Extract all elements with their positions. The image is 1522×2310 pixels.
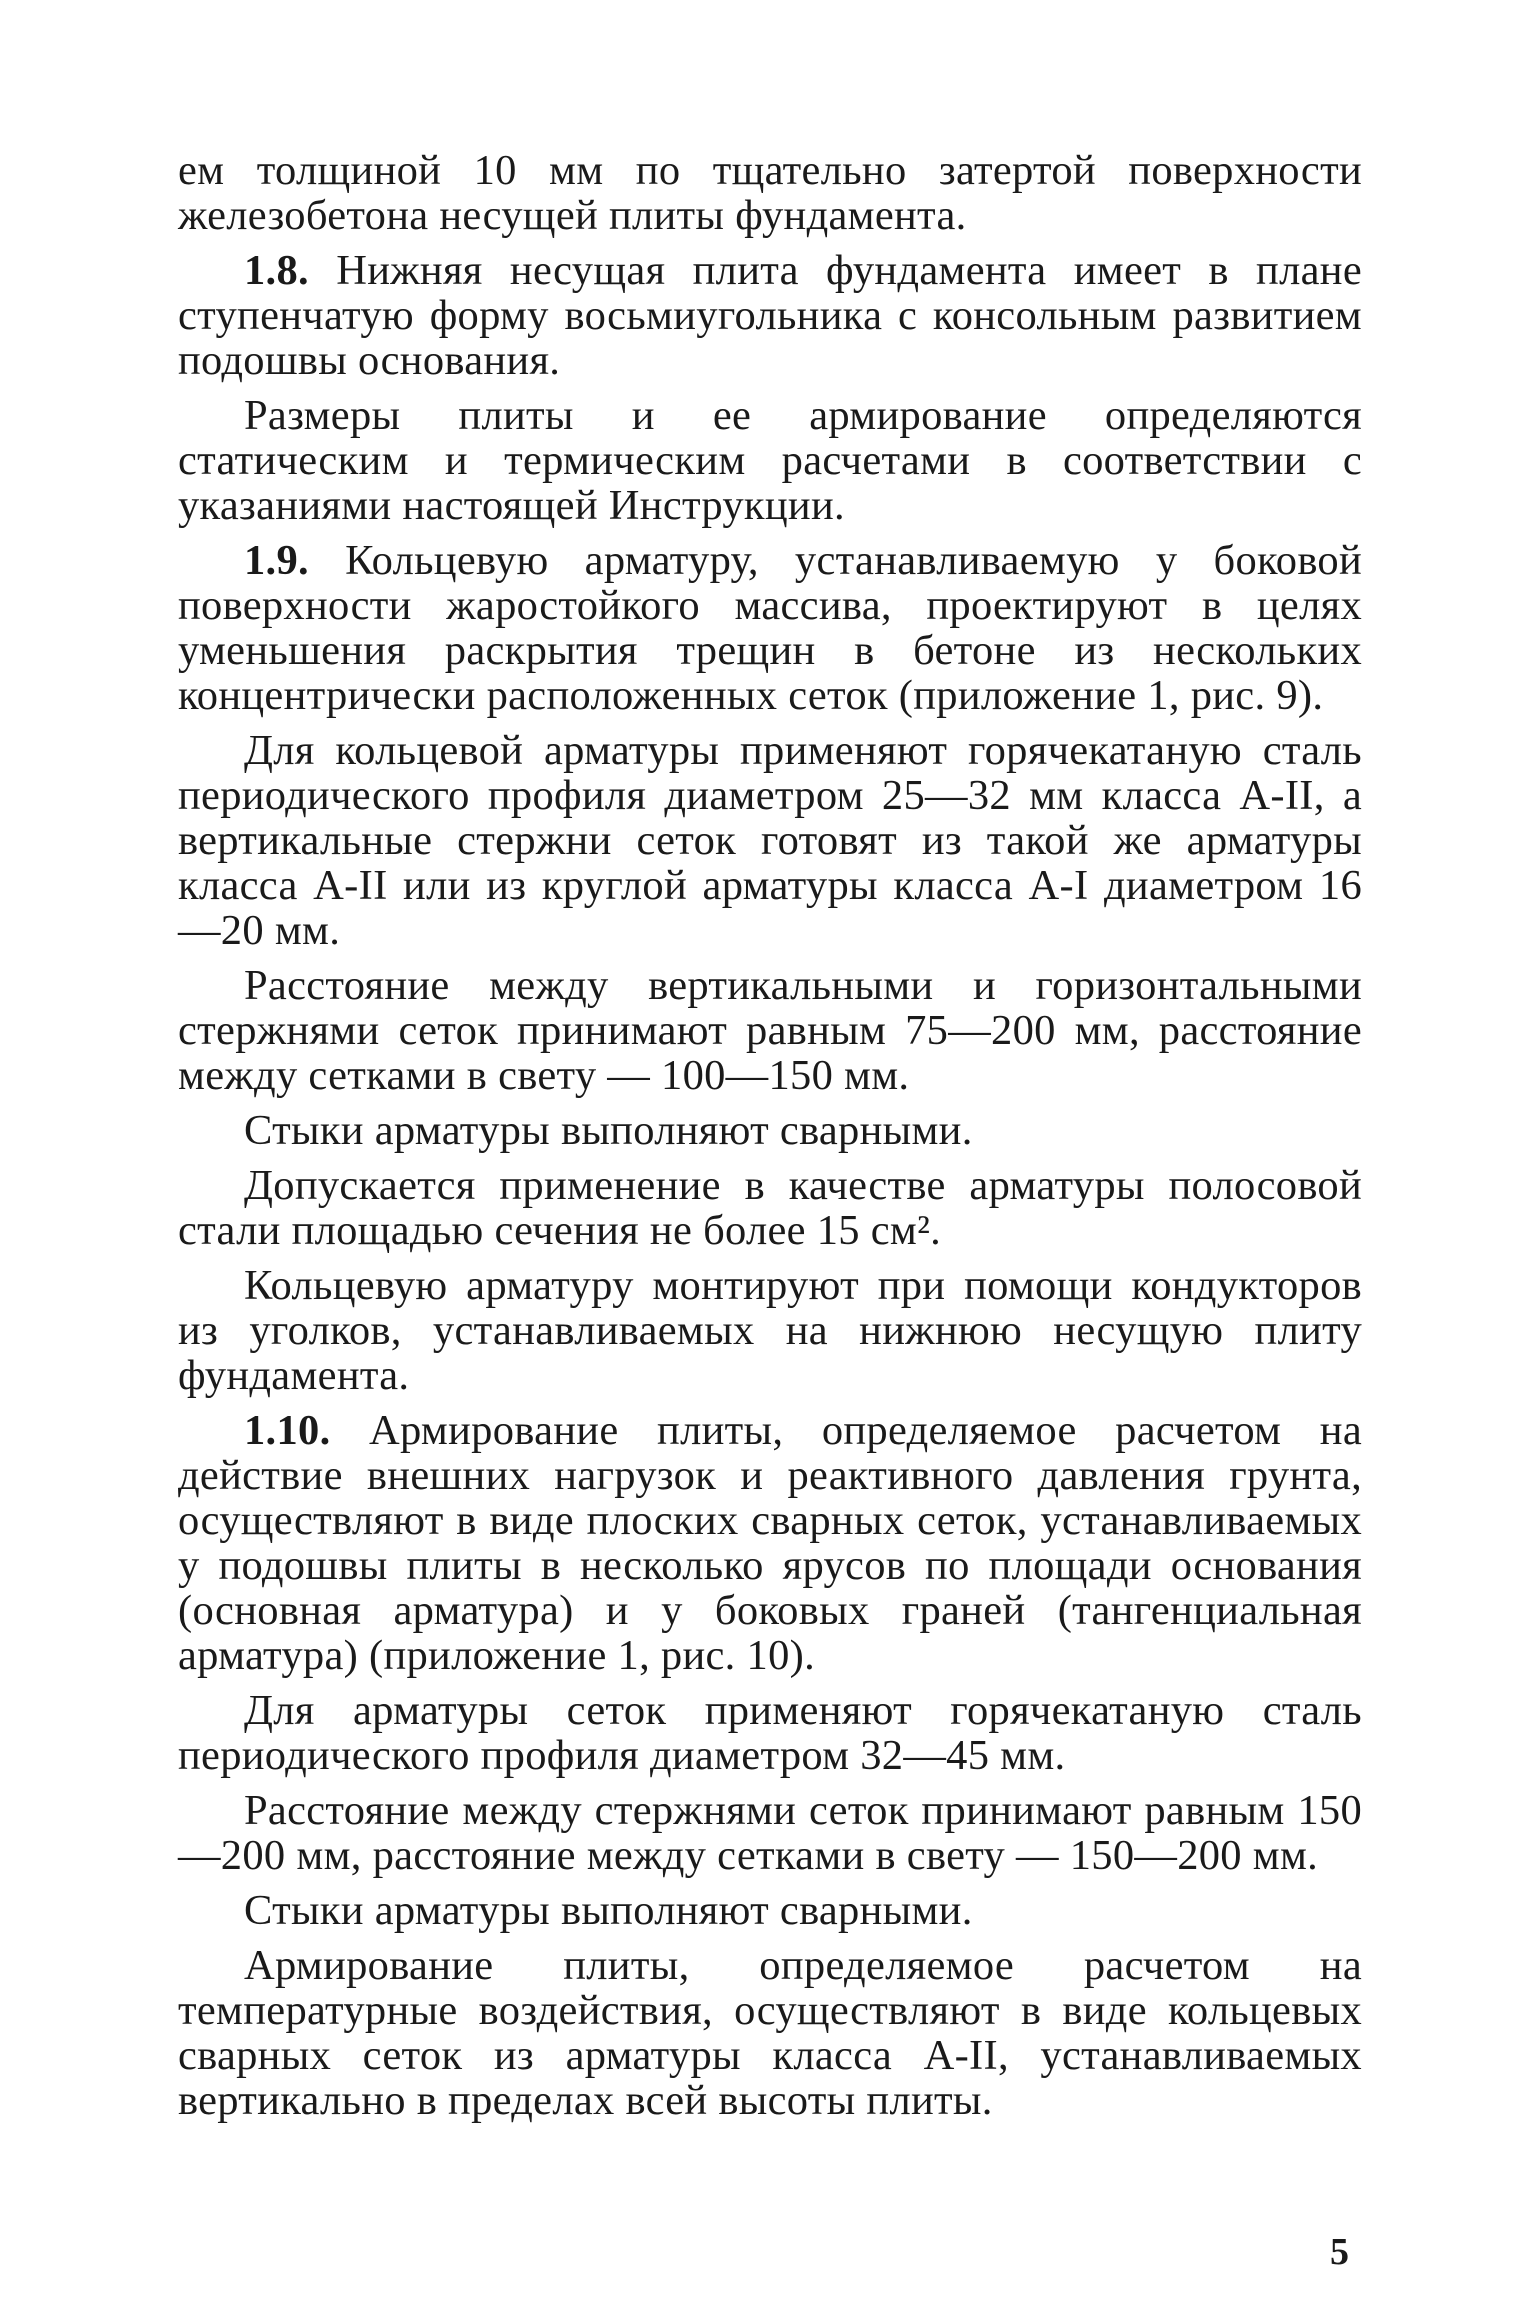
paragraph-text: Армирование плиты, определяемое расчетом на действие внешних нагрузок и реактивного давления грунта, осуществляют в виде плоских сварных сеток, устанавливаемых у подошвы плиты в несколько ярусов по площади основания (основная арматура) и у боковых граней (тангенциальная арматура) (приложение 1, рис. 10). — [178, 1407, 1362, 1679]
paragraph-text: Расстояние между стержнями сеток принимают равным 150—200 мм, расстояние между сетками в свету — 150—200 мм. — [178, 1787, 1362, 1879]
paragraph-5 — [178, 728, 1362, 953]
clause-number: 1.9. — [244, 537, 309, 584]
page-body — [178, 148, 1362, 2133]
paragraph-1-9 — [178, 538, 1362, 718]
paragraph-text: Кольцевую арматуру монтируют при помощи кондукторов из уголков, устанавливаемых на нижнюю несущую плиту фундамента. — [178, 1262, 1362, 1399]
paragraph-text: Для арматуры сеток применяют горячекатаную сталь периодического профиля диаметром 32—45 мм. — [178, 1687, 1362, 1779]
paragraph-text: Размеры плиты и ее армирование определяются статическим и термическим расчетами в соответствии с указаниями настоящей Инструкции. — [178, 392, 1362, 529]
paragraph-text: Кольцевую арматуру, устанавливаемую у боковой поверхности жаростойкого массива, проектируют в целях уменьшения раскрытия трещин в бетоне из нескольких концентрически расположенных сеток (приложение 1, рис. 9). — [178, 537, 1362, 719]
paragraph-8 — [178, 1163, 1362, 1253]
paragraph-text: ем толщиной 10 мм по тщательно затертой поверхности железобетона несущей плиты фундамента. — [178, 147, 1362, 239]
clause-number: 1.8. — [244, 247, 309, 294]
paragraph-text: Для кольцевой арматуры применяют горячекатаную сталь периодического профиля диаметром 25—32 мм класса A-II, а вертикальные стержни сеток готовят из такой же арматуры класса A-II или из круглой арматуры класса A-I диаметром 16—20 мм. — [178, 727, 1362, 954]
paragraph-9 — [178, 1263, 1362, 1398]
paragraph-1-8 — [178, 248, 1362, 383]
paragraph-6 — [178, 963, 1362, 1098]
paragraph-text: Расстояние между вертикальными и горизонтальными стержнями сеток принимают равным 75—200 мм, расстояние между сетками в свету — 100—150 мм. — [178, 962, 1362, 1099]
paragraph-1 — [178, 148, 1362, 238]
paragraph-text: Стыки арматуры выполняют сварными. — [244, 1107, 973, 1154]
paragraph-3 — [178, 393, 1362, 528]
paragraph-text: Нижняя несущая плита фундамента имеет в плане ступенчатую форму восьмиугольника с консольным развитием подошвы основания. — [178, 247, 1362, 384]
paragraph-13 — [178, 1888, 1362, 1933]
paragraph-text: Армирование плиты, определяемое расчетом на температурные воздействия, осуществляют в виде кольцевых сварных сеток из арматуры класса A-II, устанавливаемых вертикально в пределах всей высоты плиты. — [178, 1942, 1362, 2124]
paragraph-1-10 — [178, 1408, 1362, 1678]
clause-number: 1.10. — [244, 1407, 331, 1454]
paragraph-7 — [178, 1108, 1362, 1153]
paragraph-text: Стыки арматуры выполняют сварными. — [244, 1887, 973, 1934]
paragraph-12 — [178, 1788, 1362, 1878]
paragraph-14 — [178, 1943, 1362, 2123]
paragraph-text: Допускается применение в качестве арматуры полосовой стали площадью сечения не более 15 см². — [178, 1162, 1362, 1254]
page-number: 5 — [1330, 2231, 1349, 2273]
paragraph-11 — [178, 1688, 1362, 1778]
